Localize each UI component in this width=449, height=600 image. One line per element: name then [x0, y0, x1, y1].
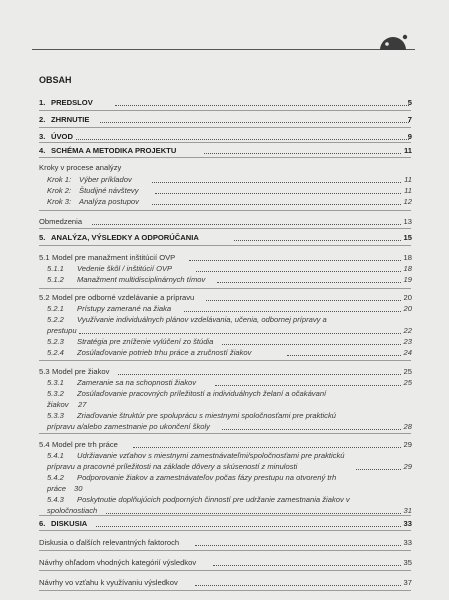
- toc-text: spoločnostiach: [47, 506, 98, 515]
- toc-page: 27: [78, 400, 87, 409]
- toc-page: 12: [403, 197, 412, 206]
- toc-text: Diskusia o ďalších relevantných faktoroch: [39, 538, 180, 547]
- toc-page: 18: [403, 253, 412, 262]
- toc-page: 11: [404, 175, 412, 184]
- toc-number: 5.3.2: [47, 389, 64, 398]
- toc-page: 11: [403, 146, 412, 155]
- toc-page: 13: [403, 217, 412, 226]
- toc-text: ÚVOD: [51, 132, 73, 141]
- toc-page: 9: [407, 132, 412, 141]
- toc-text: Model pre odborné vzdelávanie a prípravu: [52, 293, 195, 302]
- dot-leader: [96, 518, 401, 527]
- toc-text: Manažment multidisciplinárnych tímov: [77, 275, 206, 284]
- toc-page: 33: [403, 519, 412, 528]
- dot-leader: [204, 145, 401, 154]
- toc-number: 5.1.2: [47, 275, 64, 284]
- separator: [39, 110, 411, 111]
- toc-text: Zameranie sa na schopnosti žiakov: [77, 378, 197, 387]
- toc-text: Návrhy ohľadom vhodných kategórií výsledkov: [39, 558, 197, 567]
- separator: [39, 515, 411, 516]
- dot-leader: [184, 303, 401, 312]
- toc-text: prípravu a/alebo zamestnanie po ukončení školy: [47, 422, 210, 431]
- dot-leader: [152, 196, 401, 205]
- toc-text: Výber príkladov: [79, 175, 132, 184]
- dot-leader: [196, 263, 401, 272]
- separator: [39, 590, 411, 591]
- toc-text: DISKUSIA: [51, 519, 88, 528]
- dot-leader: [215, 377, 401, 386]
- separator: [39, 360, 411, 361]
- separator: [39, 550, 411, 551]
- toc-text: Model pre trh práce: [52, 440, 118, 449]
- dot-leader: [222, 421, 401, 430]
- toc-number: 2.: [39, 115, 46, 124]
- separator: [39, 157, 411, 158]
- dot-leader: [213, 557, 401, 566]
- toc-text: Poskytnutie doplňujúcich podporných činností pre udržanie zamestnania žiakov v: [77, 495, 350, 504]
- toc-page: 30: [74, 484, 83, 493]
- toc-text: Stratégia pre zníženie vylúčení zo štúdia: [77, 337, 214, 346]
- toc-page: 18: [403, 264, 412, 273]
- toc-page: 5: [407, 98, 412, 107]
- toc-text: Model pre manažment inštitúcií OVP: [52, 253, 176, 262]
- toc-number: 5.3.1: [47, 378, 64, 387]
- dot-leader: [217, 274, 401, 283]
- toc-text: PREDSLOV: [51, 98, 93, 107]
- toc-text: Analýza postupov: [79, 197, 139, 206]
- toc-text: Kroky v procese analýzy: [39, 163, 122, 172]
- dot-leader: [206, 292, 401, 301]
- toc-heading: OBSAH: [39, 75, 72, 85]
- toc-number: 3.: [39, 132, 46, 141]
- dot-leader: [92, 216, 401, 225]
- toc-number: 5.2.3: [47, 337, 64, 346]
- toc-text: ANALÝZA, VÝSLEDKY A ODPORÚČANIA: [51, 233, 199, 242]
- toc-page: 15: [403, 233, 412, 242]
- toc-page: 25: [403, 378, 412, 387]
- toc-page: 29: [403, 440, 412, 449]
- toc-page: 22: [403, 326, 412, 335]
- toc-number: 5.3: [39, 367, 50, 376]
- dot-leader: [118, 366, 401, 375]
- toc-page: 20: [403, 304, 412, 313]
- toc-text: Vedenie škôl / inštitúcií OVP: [77, 264, 173, 273]
- separator: [39, 433, 411, 434]
- toc-page: 31: [403, 506, 412, 515]
- toc-page: 23: [403, 337, 412, 346]
- dot-leader: [234, 232, 401, 241]
- toc-number: 5.2.2: [47, 315, 64, 324]
- logo-emblem: [378, 34, 408, 50]
- separator: [39, 228, 411, 229]
- separator: [39, 245, 411, 246]
- toc-text: Udržiavanie vzťahov s miestnymi zamestnávateľmi/spoločnosťami pre praktickú: [77, 451, 345, 460]
- separator: [39, 127, 411, 128]
- toc-text: Návrhy vo vzťahu k využívaniu výsledkov: [39, 578, 178, 587]
- toc-number: 6.: [39, 519, 46, 528]
- toc-number: 1.: [39, 98, 46, 107]
- toc-text: SCHÉMA A METODIKA PROJEKTU: [51, 146, 177, 155]
- toc-page: 35: [403, 558, 412, 567]
- toc-number: Krok 2:: [47, 186, 72, 195]
- toc-number: 5.1: [39, 253, 50, 262]
- toc-text: prípravu a pracovné príležitosti na základe dôvery a skúseností z minulosti: [47, 462, 298, 471]
- toc-page: 33: [403, 538, 412, 547]
- toc-number: 5.4: [39, 440, 50, 449]
- toc-number: 5.: [39, 233, 46, 242]
- toc-text: žiakov: [47, 400, 69, 409]
- toc-number: Krok 1:: [47, 175, 72, 184]
- toc-number: 5.2: [39, 293, 50, 302]
- toc-text: práce: [47, 484, 66, 493]
- dot-leader: [106, 505, 401, 514]
- toc-page: 7: [407, 115, 412, 124]
- toc-text: Zosúlaďovanie pracovných príležitostí a individuálnych želaní a očakávaní: [77, 389, 327, 398]
- dot-leader: [79, 325, 401, 334]
- toc-number: 5.3.3: [47, 411, 64, 420]
- dot-leader: [115, 97, 409, 106]
- dot-leader: [287, 347, 401, 356]
- toc-text: Zosúlaďovanie potrieb trhu práce a zručností žiakov: [77, 348, 252, 357]
- toc-number: 5.1.1: [47, 264, 64, 273]
- separator: [39, 210, 411, 211]
- toc-page: 37: [403, 578, 412, 587]
- dot-leader: [155, 185, 401, 194]
- dot-leader: [195, 577, 401, 586]
- toc-number: 5.2.1: [47, 304, 64, 313]
- toc-page: 11: [404, 186, 412, 195]
- toc-page: 29: [403, 462, 412, 471]
- toc-text: Podporovanie žiakov a zamestnávateľov počas fázy prestupu na otvorený trh: [77, 473, 337, 482]
- toc-page: 25: [403, 367, 412, 376]
- dot-leader: [133, 439, 401, 448]
- dot-leader: [76, 131, 409, 140]
- toc-text: Využívanie individuálnych plánov vzdelávania, učenia, odbornej prípravy a: [77, 315, 327, 324]
- toc-page: 19: [403, 275, 412, 284]
- toc-text: ZHRNUTIE: [51, 115, 90, 124]
- dot-leader: [152, 174, 401, 183]
- toc-number: 5.4.3: [47, 495, 64, 504]
- header-rule: [32, 49, 415, 50]
- separator: [39, 530, 411, 531]
- separator: [39, 142, 411, 143]
- toc-text: Prístupy zamerané na žiaka: [77, 304, 172, 313]
- toc-number: Krok 3:: [47, 197, 72, 206]
- dot-leader: [195, 537, 401, 546]
- toc-page: 24: [403, 348, 412, 357]
- toc-number: 4.: [39, 146, 46, 155]
- toc-number: 5.4.1: [47, 451, 64, 460]
- toc-text: prestupu: [47, 326, 77, 335]
- toc-text: Študijné návštevy: [79, 186, 139, 195]
- toc-number: 5.4.2: [47, 473, 64, 482]
- toc-page: 20: [403, 293, 412, 302]
- toc-text: Zriaďovanie štruktúr pre spoluprácu s miestnymi spoločnosťami pre praktickú: [77, 411, 336, 420]
- separator: [39, 288, 411, 289]
- toc-text: Obmedzenia: [39, 217, 83, 226]
- dot-leader: [100, 114, 409, 123]
- dot-leader: [222, 336, 401, 345]
- dot-leader: [189, 252, 401, 261]
- toc-page: 28: [403, 422, 412, 431]
- separator: [39, 570, 411, 571]
- toc-text: Model pre žiakov: [52, 367, 110, 376]
- toc-number: 5.2.4: [47, 348, 64, 357]
